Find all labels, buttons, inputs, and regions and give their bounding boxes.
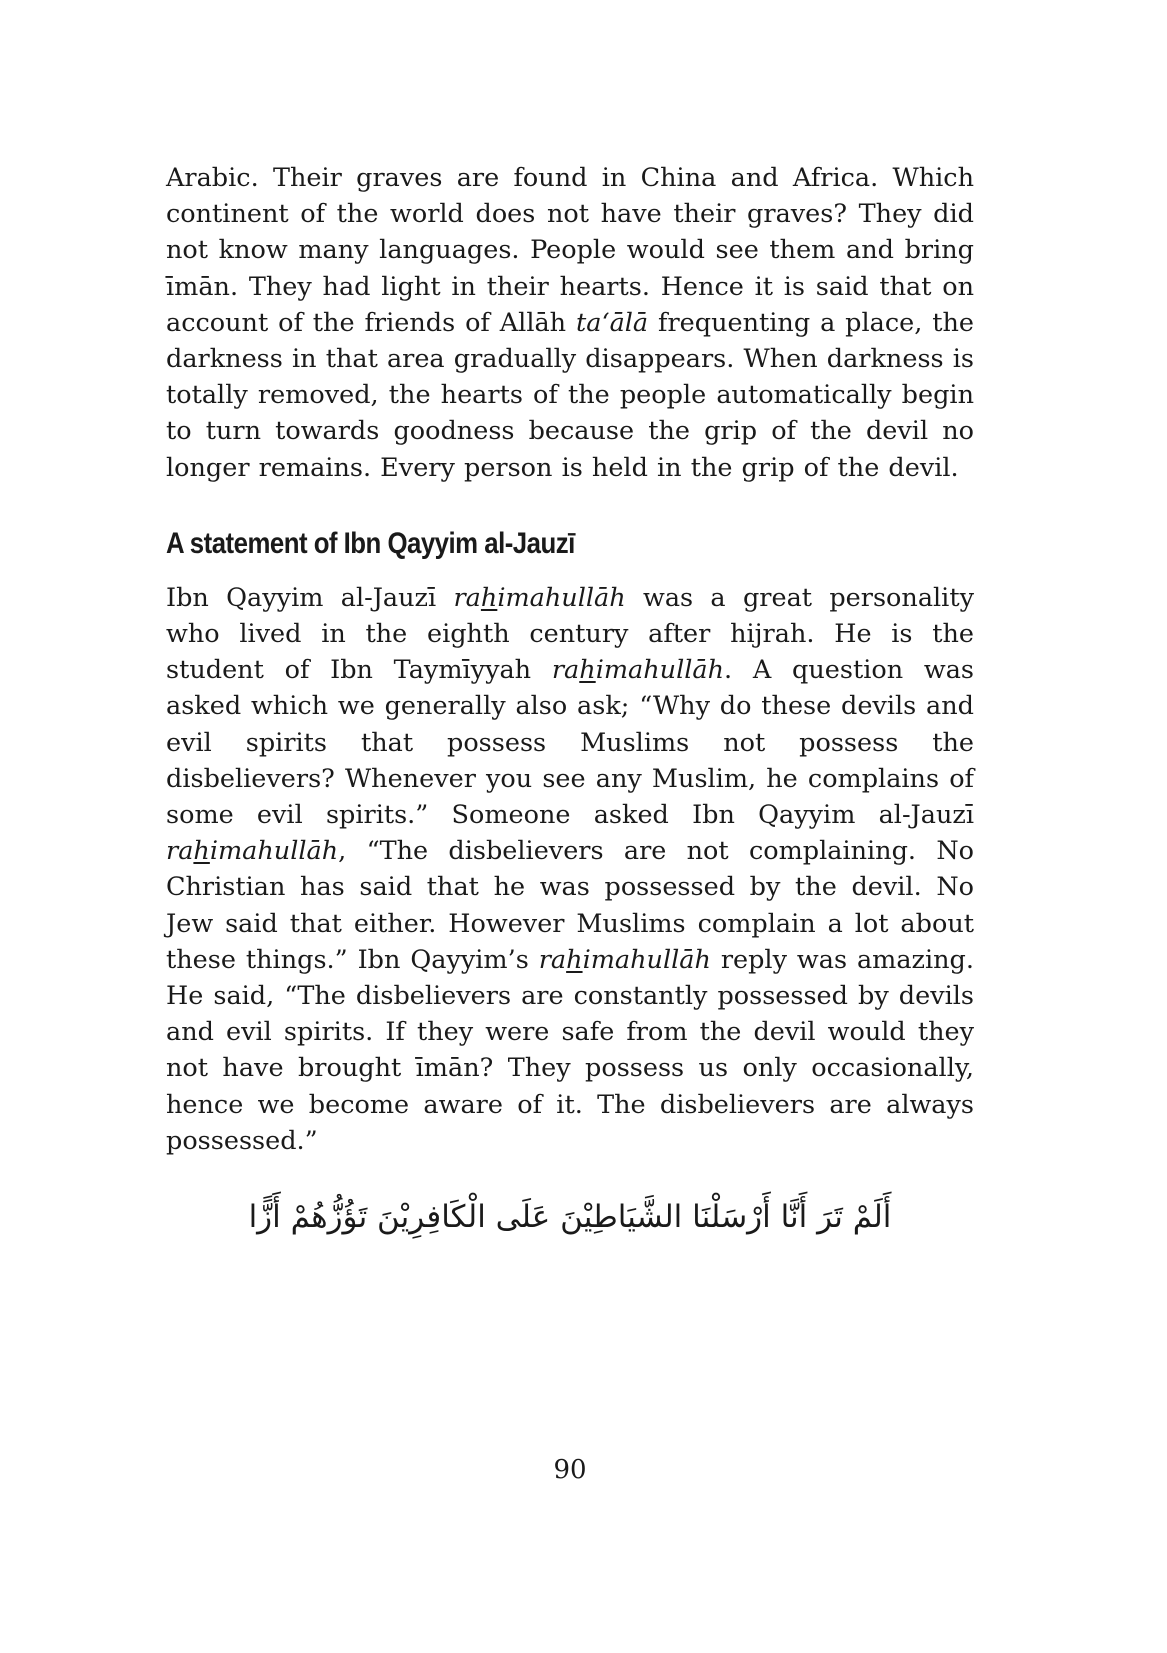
paragraph-1 — [166, 160, 974, 486]
rahimahullah-2-a: ra — [551, 655, 580, 686]
rahimahullah-1-a: ra — [453, 582, 481, 613]
rahimahullah-1-h: h — [480, 582, 498, 613]
rahimahullah-4-a: ra — [538, 944, 567, 975]
paragraph-2-seg-4: , “The disbelievers are not complaining. No Christian has said that he was possessed by the devil. No Jew said that either. However Muslims complain a lot about these things.” Ibn Qayyim’s — [166, 836, 974, 975]
rahimahullah-3-c: imahullāh — [209, 836, 339, 867]
rahimahullah-3 — [166, 836, 338, 866]
rahimahullah-2-h: h — [579, 655, 596, 686]
rahimahullah-3-a: ra — [166, 836, 194, 867]
page-body — [166, 160, 974, 1239]
paragraph-2 — [166, 580, 974, 1159]
rahimahullah-4-h: h — [566, 944, 583, 975]
italic-ta-ala: ta‘ālā — [576, 307, 649, 338]
paragraph-1-text: Arabic. Their graves are found in China and Africa. Which continent of the world does not have their graves? They did not know many languages. People would see them and bring īmān. They had light in their hearts. Hence it is said that on account of the friends of Allāh — [166, 163, 974, 338]
rahimahullah-2-c: imahullāh — [595, 655, 725, 686]
rahimahullah-4 — [539, 945, 711, 975]
rahimahullah-1 — [453, 583, 625, 613]
page-number: 90 — [553, 1455, 587, 1485]
rahimahullah-4-c: imahullāh — [582, 944, 711, 975]
section-heading: A statement of Ibn Qayyim al-Jauzī — [166, 526, 575, 560]
rahimahullah-3-h: h — [193, 836, 210, 867]
paragraph-2-seg-1: Ibn Qayyim al-Jauzī — [166, 582, 454, 613]
paragraph-2-seg-3: . A question was asked which we generally also ask; “Why do these devils and evil spirits that possess Muslims not possess the disbelievers? Whenever you see any Muslim, he complains of some evil spirits.” Someone asked Ibn Qayyim al-Jauzī — [166, 655, 974, 831]
rahimahullah-1-c: imahullāh — [497, 582, 626, 613]
paragraph-2-seg-5: reply was amazing. He said, “The disbelievers are constantly possessed by devils and evil spirits. If they were safe from the devil would they not have brought īmān? They possess us only occasionally, hence we become aware of it. The disbelievers are always possessed.” — [166, 944, 974, 1156]
rahimahullah-2 — [552, 655, 724, 685]
arabic-verse: أَلَمْ تَرَ أَنَّا أَرْسَلْنَا الشَّيَاطِيْنَ عَلَى الْكَافِرِيْنَ تَؤُزُّهُمْ أَزًّا — [248, 1199, 892, 1236]
paragraph-2-seg-2: was a great personality who lived in the eighth century after hijrah. He is the student of Ibn Taymīyyah — [166, 582, 974, 686]
paragraph-1-text-continued: frequenting a place, the darkness in that area gradually disappears. When darkness is totally removed, the hearts of the people automatically begin to turn towards goodness because the grip of the devil no longer remains. Every person is held in the grip of the devil. — [166, 307, 974, 483]
